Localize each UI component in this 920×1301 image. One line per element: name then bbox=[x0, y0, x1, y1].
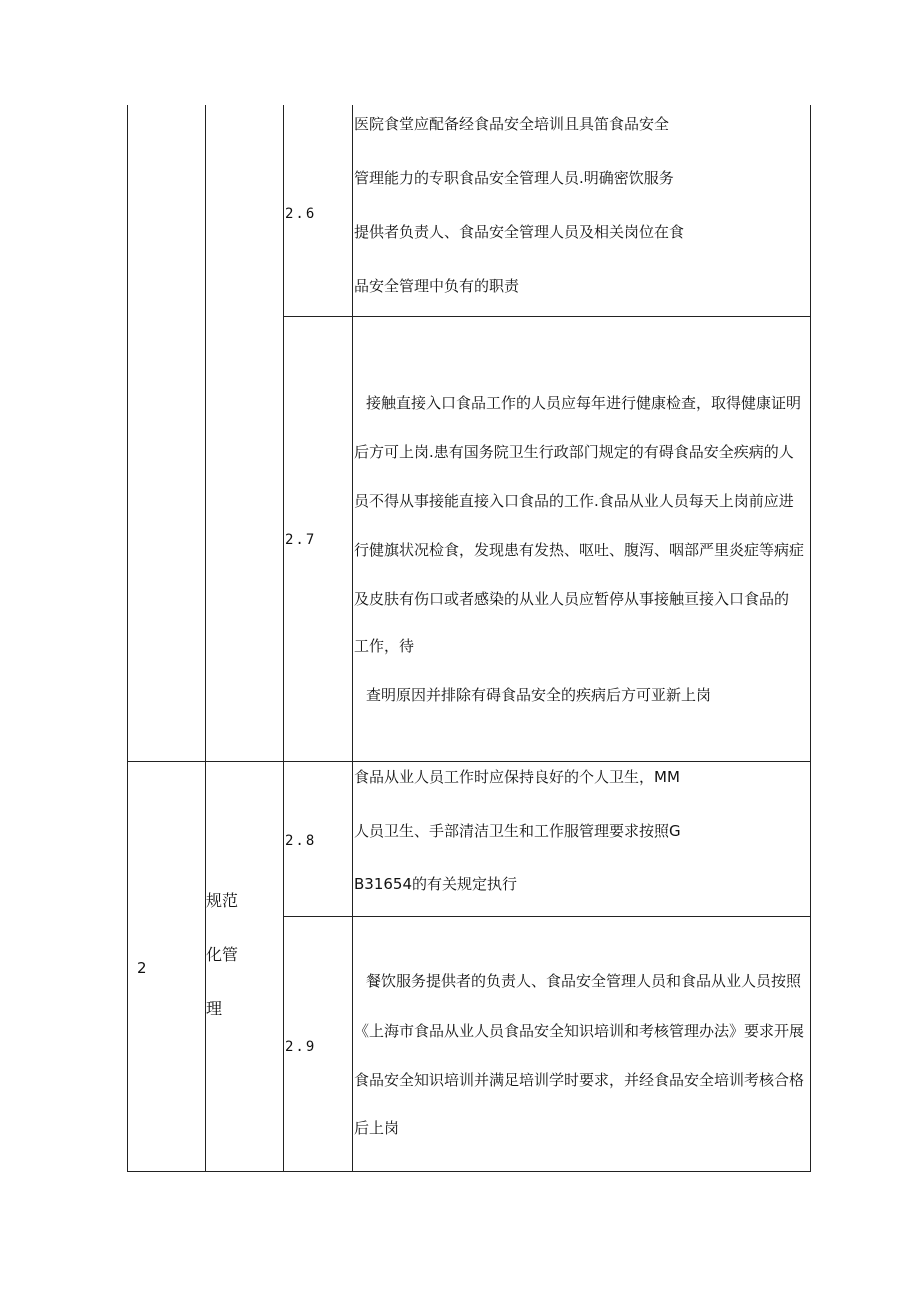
requirement-line: 及皮肤有伤口或者感染的从业人员应暂停从事接触亘接入口食品的 bbox=[354, 590, 790, 608]
requirement-line: 食品从业人员工作时应保持良好的个人卫生，MM bbox=[354, 768, 680, 786]
item-number: 2.9 bbox=[285, 1039, 317, 1055]
table-border-right bbox=[810, 105, 811, 1172]
table-border-left bbox=[127, 105, 128, 1172]
category-line: 规范 bbox=[206, 891, 239, 910]
requirement-line: 品安全管理中负有的职责 bbox=[354, 277, 520, 295]
requirement-line: 工作，待 bbox=[354, 637, 415, 655]
row-divider-2-6 bbox=[283, 316, 811, 317]
table-border-bottom bbox=[127, 1171, 811, 1172]
requirement-line: B31654的有关规定执行 bbox=[354, 875, 518, 893]
category-line: 理 bbox=[206, 999, 223, 1018]
requirement-line: 人员卫生、手部清洁卫生和工作服管理要求按照G bbox=[354, 822, 681, 840]
table-divider-col3 bbox=[352, 105, 353, 1172]
requirement-line: 员不得从事接能直接入口食品的工作.食品从业人员每天上岗前应进 bbox=[354, 492, 794, 510]
section-number: 2 bbox=[137, 959, 147, 977]
item-number: 2.8 bbox=[285, 833, 317, 849]
category-line: 化管 bbox=[206, 945, 239, 964]
table-divider-col2 bbox=[283, 105, 284, 1172]
requirement-line: 接触直接入口食品工作的人员应每年进行健康检查，取得健康证明 bbox=[366, 394, 802, 412]
requirement-line: 医院食堂应配备经食品安全培训且具笛食品安全 bbox=[354, 115, 670, 133]
requirement-line: 行健旗状况检食，发现患有发热、呕吐、腹泻、咽部严里炎症等病症 bbox=[354, 541, 805, 559]
item-number: 2.6 bbox=[285, 206, 317, 222]
item-number: 2.7 bbox=[285, 532, 317, 548]
requirement-line: 《上海市食品从业人员食品安全知识培训和考核管理办法》要求开展 bbox=[354, 1022, 805, 1040]
requirement-line: 后上岗 bbox=[354, 1119, 400, 1137]
requirement-line: 餐饮服务提供者的负责人、食品安全管理人员和食品从业人员按照 bbox=[366, 972, 802, 990]
requirement-line: 提供者负责人、食品安全管理人员及相关岗位在食 bbox=[354, 223, 685, 241]
requirement-line: 管理能力的专职食品安全管理人员.明确密饮服务 bbox=[354, 169, 674, 187]
requirement-line: 后方可上岗.患有国务院卫生行政部门规定的有碍食品安全疾病的人 bbox=[354, 443, 794, 461]
requirement-line: 食品安全知识培训并满足培训学时要求，并经食品安全培训考核合格 bbox=[354, 1071, 805, 1089]
section-divider bbox=[127, 761, 811, 762]
row-divider-2-8 bbox=[283, 916, 811, 917]
requirement-line: 查明原因并排除有碍食品安全的疾病后方可亚新上岗 bbox=[366, 686, 712, 704]
